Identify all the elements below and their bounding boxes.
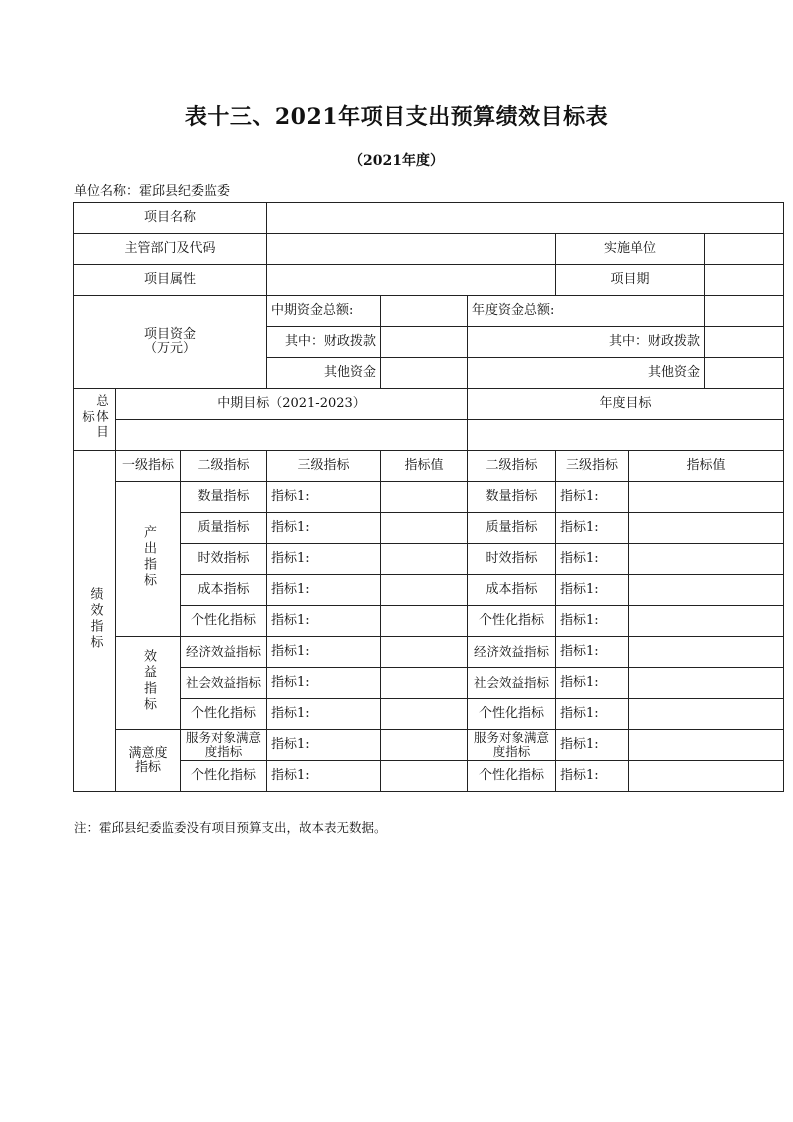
level2-annual-cell: 时效指标 <box>468 544 556 575</box>
table-row <box>74 203 784 234</box>
level3-annual-cell: 指标1: <box>556 730 629 761</box>
value-cell <box>381 668 468 699</box>
table-row <box>74 575 784 606</box>
level2-annual-cell: 个性化指标 <box>468 699 556 730</box>
level2-cell: 个性化指标 <box>181 699 267 730</box>
value-cell <box>381 699 468 730</box>
value-annual-cell <box>629 637 784 668</box>
value-annual-cell <box>629 544 784 575</box>
project-period-value <box>705 265 784 296</box>
value-annual-cell <box>629 513 784 544</box>
level3-cell: 指标1: <box>267 482 381 513</box>
project-fund-text: 项目资金 <box>144 327 197 342</box>
level3-annual-cell: 指标1: <box>556 575 629 606</box>
table-row <box>74 606 784 637</box>
mid-total-label: 中期资金总额: <box>267 296 381 327</box>
level2-annual-cell: 数量指标 <box>468 482 556 513</box>
annual-goal-value <box>468 420 784 451</box>
level3-cell: 指标1: <box>267 575 381 606</box>
level3-cell: 指标1: <box>267 544 381 575</box>
table-row <box>74 265 784 296</box>
value-cell <box>381 606 468 637</box>
level2-annual-cell: 社会效益指标 <box>468 668 556 699</box>
level3-annual-cell: 指标1: <box>556 668 629 699</box>
project-fund-unit: （万元） <box>144 341 197 356</box>
page-title: 表十三、2021年项目支出预算绩效目标表 <box>184 104 609 130</box>
value-annual-cell <box>629 668 784 699</box>
level3-annual-cell: 指标1: <box>556 699 629 730</box>
level3-cell: 指标1: <box>267 637 381 668</box>
year-total-value <box>705 296 784 327</box>
header-value: 指标值 <box>381 451 468 482</box>
mid-other-label: 其他资金 <box>267 358 381 389</box>
value-cell <box>381 575 468 606</box>
year-fiscal-label: 其中：财政拨款 <box>468 327 705 358</box>
level3-cell: 指标1: <box>267 730 381 761</box>
mid-goal-value <box>116 420 468 451</box>
table-row <box>74 451 784 482</box>
table-row <box>74 513 784 544</box>
overall-goal-label <box>74 389 116 451</box>
level2-annual-cell: 成本指标 <box>468 575 556 606</box>
dept-label: 主管部门及代码 <box>74 234 267 265</box>
year-other-label: 其他资金 <box>468 358 705 389</box>
table-row <box>74 482 784 513</box>
header-level1: 一级指标 <box>116 451 181 482</box>
unit-name: 单位名称：霍邱县纪委监委 <box>74 184 231 199</box>
level3-annual-cell: 指标1: <box>556 544 629 575</box>
mid-other-value <box>381 358 468 389</box>
project-attr-label: 项目属性 <box>74 265 267 296</box>
mid-fiscal-value <box>381 327 468 358</box>
value-cell <box>381 730 468 761</box>
output-indicator-text: 产出指标 <box>141 525 156 589</box>
impl-unit-label: 实施单位 <box>556 234 705 265</box>
level3-cell: 指标1: <box>267 699 381 730</box>
level3-annual-cell: 指标1: <box>556 482 629 513</box>
level3-annual-cell: 指标1: <box>556 513 629 544</box>
value-cell <box>381 761 468 792</box>
header-value-annual: 指标值 <box>629 451 784 482</box>
level2-annual-cell: 质量指标 <box>468 513 556 544</box>
table-row <box>74 668 784 699</box>
year-fiscal-value <box>705 327 784 358</box>
mid-total-value <box>381 296 468 327</box>
level3-cell: 指标1: <box>267 606 381 637</box>
indicators-section-text: 绩效指标 <box>87 587 103 651</box>
level2-annual-cell: 个性化指标 <box>468 761 556 792</box>
level2-cell: 成本指标 <box>181 575 267 606</box>
table-row <box>74 234 784 265</box>
level2-cell: 时效指标 <box>181 544 267 575</box>
indicators-section-label <box>74 451 116 792</box>
value-cell <box>381 513 468 544</box>
table-row <box>74 420 784 451</box>
level3-annual-cell: 指标1: <box>556 761 629 792</box>
year-other-value <box>705 358 784 389</box>
mid-goal-label: 中期目标（2021-2023） <box>116 389 468 420</box>
annual-goal-label: 年度目标 <box>468 389 784 420</box>
year-label: （2021年度） <box>349 153 444 169</box>
value-annual-cell <box>629 699 784 730</box>
level2-cell: 经济效益指标 <box>181 637 267 668</box>
level2-cell: 个性化指标 <box>181 606 267 637</box>
value-cell <box>381 482 468 513</box>
value-cell <box>381 544 468 575</box>
level3-cell: 指标1: <box>267 513 381 544</box>
level3-annual-cell: 指标1: <box>556 606 629 637</box>
level3-annual-cell: 指标1: <box>556 637 629 668</box>
table-row <box>74 296 784 327</box>
level2-cell: 社会效益指标 <box>181 668 267 699</box>
benefit-indicator-label <box>116 637 181 730</box>
header-level3: 三级指标 <box>267 451 381 482</box>
level3-cell: 指标1: <box>267 668 381 699</box>
overall-goal-text: 总体目标 <box>80 394 110 441</box>
impl-unit-value <box>705 234 784 265</box>
level2-cell: 数量指标 <box>181 482 267 513</box>
table-row <box>74 389 784 420</box>
value-annual-cell <box>629 606 784 637</box>
table-row <box>74 637 784 668</box>
level2-cell: 服务对象满意度指标 <box>181 730 267 761</box>
table-row <box>74 544 784 575</box>
value-annual-cell <box>629 575 784 606</box>
level2-cell: 个性化指标 <box>181 761 267 792</box>
level2-cell: 质量指标 <box>181 513 267 544</box>
mid-fiscal-label: 其中：财政拨款 <box>267 327 381 358</box>
value-annual-cell <box>629 730 784 761</box>
table-row <box>74 699 784 730</box>
dept-value <box>267 234 556 265</box>
performance-table <box>73 202 784 792</box>
level3-cell: 指标1: <box>267 761 381 792</box>
satisfaction-indicator-label: 满意度指标 <box>116 730 181 792</box>
level2-annual-cell: 个性化指标 <box>468 606 556 637</box>
value-cell <box>381 637 468 668</box>
output-indicator-label <box>116 482 181 637</box>
header-level2: 二级指标 <box>181 451 267 482</box>
value-annual-cell <box>629 482 784 513</box>
level2-annual-cell: 经济效益指标 <box>468 637 556 668</box>
project-name-value <box>267 203 784 234</box>
project-period-label: 项目期 <box>556 265 705 296</box>
level2-annual-cell: 服务对象满意度指标 <box>468 730 556 761</box>
table-row <box>74 730 784 761</box>
header-level2-annual: 二级指标 <box>468 451 556 482</box>
project-attr-value <box>267 265 556 296</box>
project-fund-label <box>74 296 267 389</box>
header-level3-annual: 三级指标 <box>556 451 629 482</box>
year-total-label: 年度资金总额: <box>468 296 705 327</box>
project-name-label: 项目名称 <box>74 203 267 234</box>
footnote: 注：霍邱县纪委监委没有项目预算支出，故本表无数据。 <box>74 820 387 835</box>
benefit-indicator-text: 效益指标 <box>141 649 156 713</box>
table-row <box>74 761 784 792</box>
value-annual-cell <box>629 761 784 792</box>
